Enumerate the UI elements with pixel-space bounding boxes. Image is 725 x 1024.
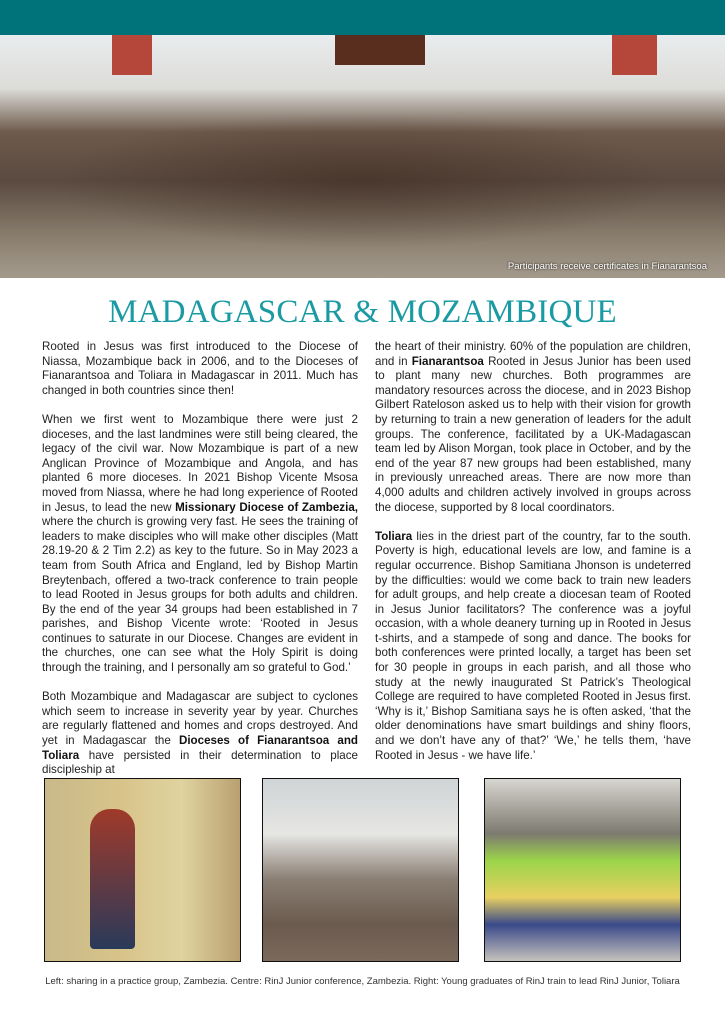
photo-practice-group [44, 778, 241, 962]
paragraph [375, 530, 691, 764]
bold-text: Toliara [375, 529, 413, 543]
photo-wall [612, 35, 657, 75]
text: Rooted in Jesus Junior has been used to plant many new churches. Both programmes are mandatory resources across the diocese, and in 2023 Bishop Gilbert Rateloson asked us to help with their vision for growth by returning to train a new generation of leaders for the adult groups. The conference, facilitated by a UK-Madagascan team led by Alison Morgan, took place in October, and by the end of the year 87 new groups had been established, many in previously unreached areas. There are now more than 4,000 adults and children actively involved in groups across the diocese, supported by 8 local coordinators. [375, 354, 691, 514]
text: Both Mozambique and Madagascar are subject to cyclones which seem to increase in severity year by year. Churches are regularly flattened and homes and crops destroyed. And yet in Madagascar the [42, 690, 358, 748]
bold-text: Dioceses of Fianarantsoa and Toliara [42, 734, 358, 762]
text: the heart of their ministry. 60% of the population are children, and in [375, 340, 691, 368]
page-title: MADAGASCAR & MOZAMBIQUE [108, 294, 617, 330]
text: lies in the driest part of the country, far to the south. Poverty is high, educational levels are low, and famine is a regular occurrence. Bishop Samitiana Jhonson is undeterred by the difficulties: would we come back to train new leaders for adult groups, and help create a diocesan team of Rooted in Jesus Junior facilitators? The conference was a joyful occasion, with a whole deanery turning up in Rooted in Jesus t-shirts, and a stampede of song and dance. The books for both conferences were printed locally, a target has been set for 30 people in groups in each parish, and all those who study at the newly inaugurated St Patrick’s Theological College are required to have completed Rooted in Jesus first. ‘Why is it,’ Bishop Samitiana says he is often asked, ‘that the older denominations have smart buildings and shiny floors, and we don’t have any of that?’ ‘We,’ he tells them, ‘have Rooted in Jesus - we have life.’ [375, 529, 691, 762]
paragraph: Rooted in Jesus was first introduced to the Diocese of Niassa, Mozambique back in 2006, and to the Dioceses of Fianarantsoa and Toliara in Madagascar in 2011. Much has changed in both countries since then! [42, 340, 358, 397]
paragraph [42, 690, 358, 778]
column-left [42, 340, 358, 792]
paragraph [42, 413, 358, 676]
photo-wall [112, 35, 152, 75]
column-right [375, 340, 691, 778]
photo-young-graduates [484, 778, 681, 962]
text: where the church is growing very fast. He sees the training of leaders to make disciples who will make other disciples (Matt 28.19-20 & 2 Tim 2.2) as key to the future. So in May 2023 a team from South Africa and England, led by Bishop Martin Breytenbach, offered a two-track conference to train people to lead Rooted in Jesus groups for both adults and children. By the end of the year 34 groups had been established in 7 parishes, and Bishop Vicente wrote: ‘Rooted in Jesus continues to saturate in our Diocese. Changes are evident in the churches, one can see what the Holy Spirit is doing through the training, and I personally am so grateful to God.’ [42, 515, 358, 675]
header-bar [0, 0, 725, 35]
hero-photo [0, 35, 725, 278]
photo-door [335, 35, 425, 65]
text: have persisted in their determination to place discipleship at [42, 748, 358, 777]
bold-text: Fianarantsoa [411, 354, 484, 368]
photos-caption: Left: sharing in a practice group, Zambezia. Centre: RinJ Junior conference, Zambezia. Right: Young graduates of RinJ train to lead RinJ Junior, Toliara [45, 976, 680, 987]
photo-junior-conference [262, 778, 459, 962]
hero-caption: Participants receive certificates in Fianarantsoa [507, 261, 707, 272]
bold-text: Missionary Diocese of Zambezia, [175, 500, 358, 514]
paragraph [375, 340, 691, 515]
text: When we first went to Mozambique there were just 2 dioceses, and the last landmines were still being cleared, the legacy of the civil war. Now Mozambique is part of a new Anglican Province of Mozambique and Angola, and has planted 6 more dioceses. In 2021 Bishop Vicente Msosa moved from Niassa, where he had long experience of Rooted in Jesus, to lead the new [42, 412, 358, 514]
